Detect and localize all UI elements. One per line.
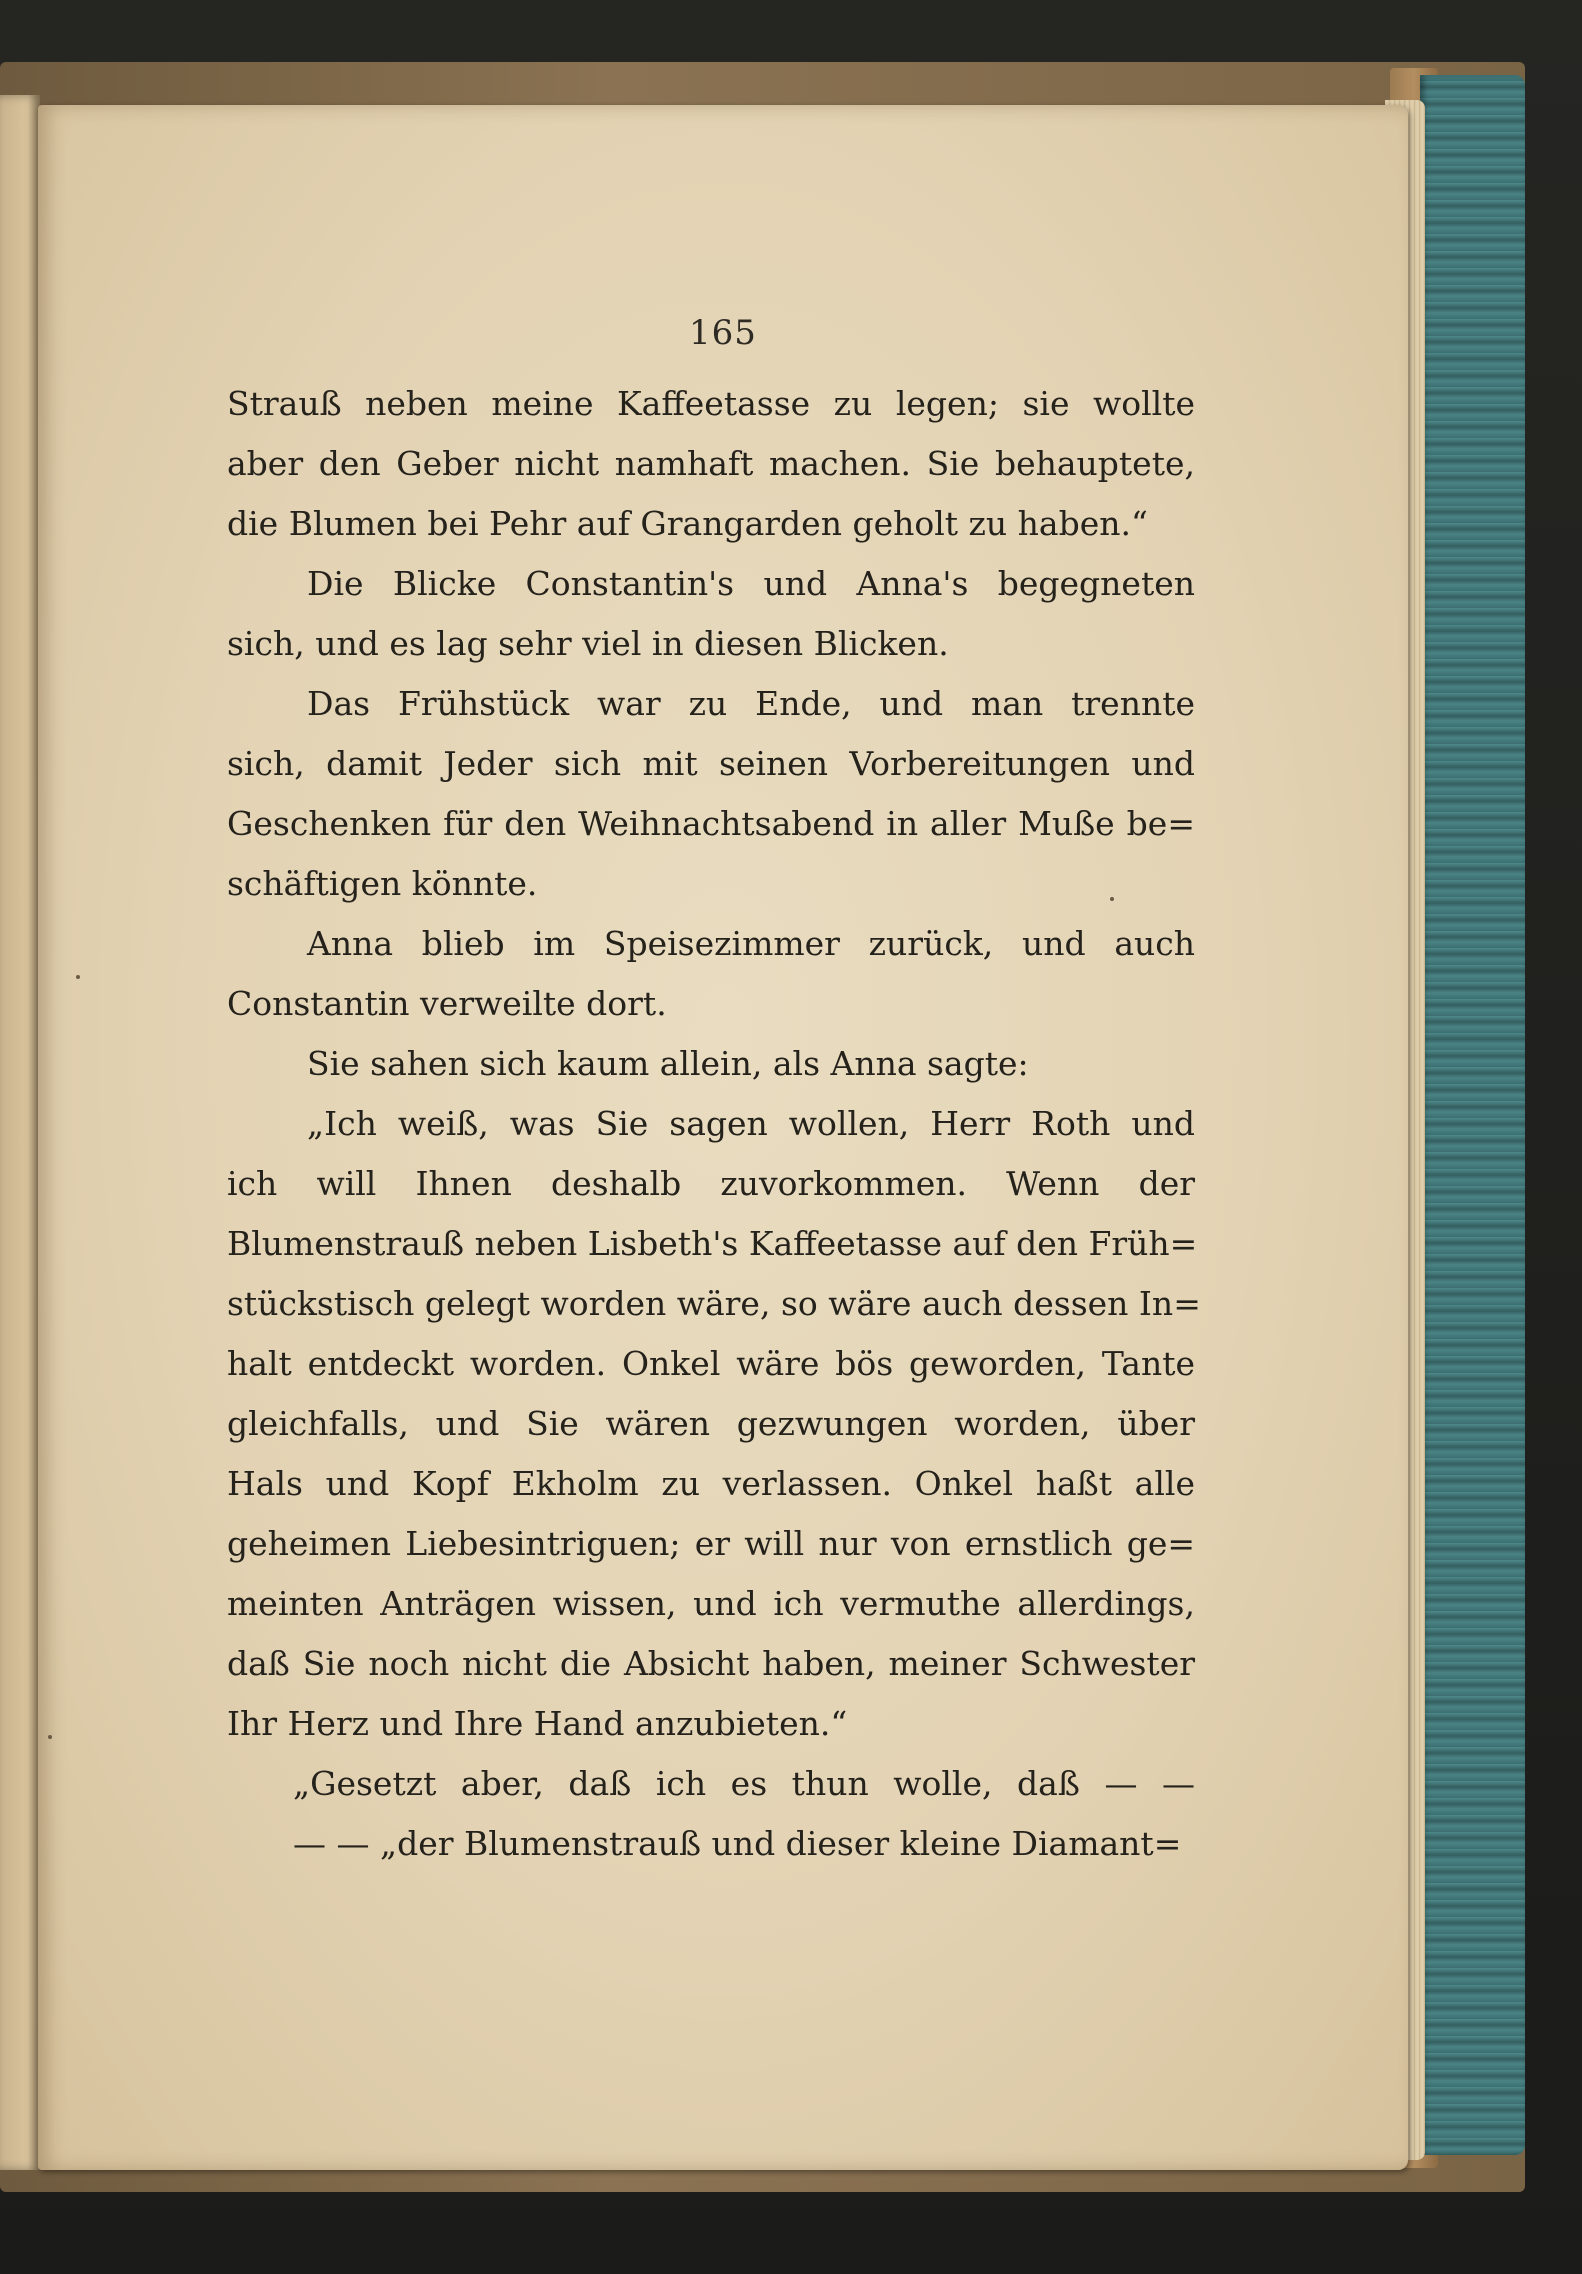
text-line: Die Blicke Constantin's und Anna's begegneten	[307, 564, 1195, 603]
text-line: Geschenken für den Weihnachtsabend in aller Muße be=	[227, 804, 1195, 843]
text-line: sich, und es lag sehr viel in diesen Blicken.	[227, 624, 949, 663]
left-page-edge	[0, 95, 40, 2170]
text-line: geheimen Liebesintriguen; er will nur von ernstlich ge=	[227, 1524, 1195, 1563]
text-line: stückstisch gelegt worden wäre, so wäre auch dessen In=	[227, 1284, 1201, 1323]
page-number: 165	[689, 313, 757, 353]
text-line: „Ich weiß, was Sie sagen wollen, Herr Roth und	[307, 1104, 1195, 1143]
book-spine	[1420, 75, 1525, 2155]
text-line: Ihr Herz und Ihre Hand anzubieten.“	[227, 1704, 848, 1743]
text-line: Sie sahen sich kaum allein, als Anna sagte:	[307, 1044, 1029, 1083]
text-line: die Blumen bei Pehr auf Grangarden geholt zu haben.“	[227, 504, 1148, 543]
text-line: halt entdeckt worden. Onkel wäre bös geworden, Tante	[227, 1344, 1195, 1383]
book-page	[38, 105, 1408, 2170]
paper-speck	[1110, 897, 1114, 901]
text-line: aber den Geber nicht namhaft machen. Sie behauptete,	[227, 444, 1195, 483]
text-line: Constantin verweilte dort.	[227, 984, 667, 1023]
text-line: schäftigen könnte.	[227, 864, 538, 903]
text-line: Das Frühstück war zu Ende, und man trennte	[307, 684, 1195, 723]
text-line: Blumenstrauß neben Lisbeth's Kaffeetasse auf den Früh=	[227, 1224, 1198, 1263]
text-line: daß Sie noch nicht die Absicht haben, meiner Schwester	[227, 1644, 1195, 1683]
text-line: meinten Anträgen wissen, und ich vermuthe allerdings,	[227, 1584, 1195, 1623]
text-line: Anna blieb im Speisezimmer zurück, und auch	[307, 924, 1195, 963]
text-line: Strauß neben meine Kaffeetasse zu legen; sie wollte	[227, 384, 1195, 423]
text-line: „Gesetzt aber, daß ich es thun wolle, daß — —	[293, 1764, 1195, 1803]
text-line: ich will Ihnen deshalb zuvorkommen. Wenn der	[227, 1164, 1195, 1203]
text-line: gleichfalls, und Sie wären gezwungen worden, über	[227, 1404, 1195, 1443]
text-line: Hals und Kopf Ekholm zu verlassen. Onkel haßt alle	[227, 1464, 1195, 1503]
paper-speck	[76, 975, 80, 979]
text-line: sich, damit Jeder sich mit seinen Vorbereitungen und	[227, 744, 1195, 783]
text-line: — — „der Blumenstrauß und dieser kleine Diamant=	[293, 1824, 1182, 1863]
paper-speck	[48, 1735, 52, 1739]
